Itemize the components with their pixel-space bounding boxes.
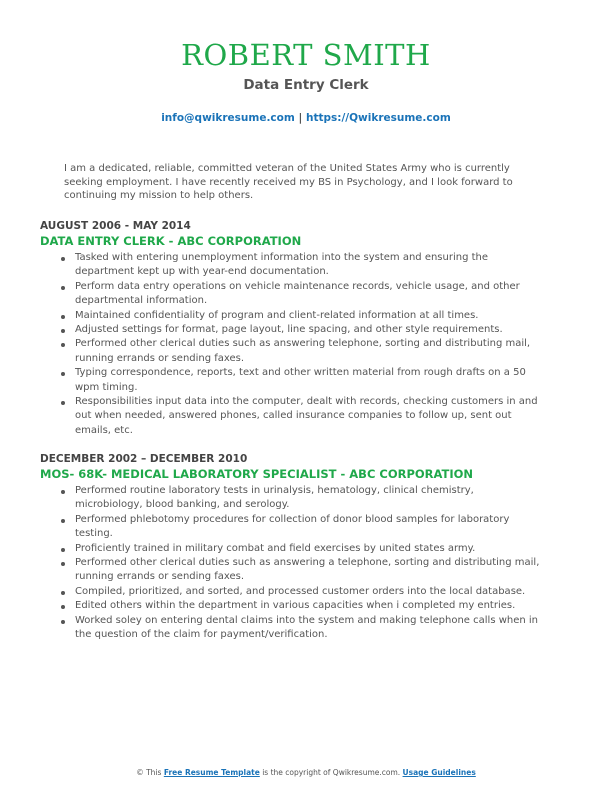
bullet-icon: [61, 548, 65, 552]
list-item: [61, 280, 540, 309]
list-item: [61, 337, 540, 366]
list-item: [61, 395, 540, 438]
email-link[interactable]: info@qwikresume.com: [161, 112, 295, 124]
job-bullet-list: [40, 251, 540, 438]
list-item: [61, 614, 540, 643]
bullet-icon: [61, 257, 65, 261]
bullet-icon: [61, 286, 65, 290]
list-item: [61, 251, 540, 280]
bullet-text: Responsibilities input data into the computer, dealt with records, checking customers in and out when needed, answered phones, called insurance companies to follow up, sent out emails, etc.: [75, 396, 538, 436]
job-role: DATA ENTRY CLERK - ABC CORPORATION: [40, 234, 302, 248]
bullet-icon: [61, 605, 65, 609]
candidate-name: ROBERT SMITH: [181, 38, 431, 72]
footer-prefix: © This: [136, 768, 164, 777]
bullet-text: Adjusted settings for format, page layout, line spacing, and other style requirements.: [75, 324, 503, 336]
usage-guidelines-link[interactable]: Usage Guidelines: [402, 768, 476, 777]
bullet-text: Edited others within the department in various capacities when i completed my entries.: [75, 600, 516, 612]
job-bullet-list: [40, 484, 540, 642]
bullet-text: Performed other clerical duties such as answering a telephone, sorting and distributing mail, running errands or sending faxes.: [75, 557, 540, 583]
bullet-icon: [61, 315, 65, 319]
list-item: [61, 556, 540, 585]
bullet-text: Compiled, prioritized, and sorted, and processed customer orders into the local database.: [75, 585, 526, 597]
bullet-text: Worked soley on entering dental claims into the system and making telephone calls when in the question of the claim for payment/verification.: [75, 614, 539, 641]
bullet-icon: [61, 329, 65, 333]
bullet-text: Typing correspondence, reports, text and other written material from rough drafts on a 50 wpm timing.: [75, 367, 526, 393]
contact-line: [0, 111, 612, 125]
list-item: [61, 585, 540, 599]
bullet-icon: [61, 591, 65, 595]
list-item: [61, 599, 540, 613]
job-dates: AUGUST 2006 - MAY 2014: [40, 220, 191, 232]
bullet-text: Performed phlebotomy procedures for collection of donor blood samples for laboratory testing.: [75, 513, 510, 540]
bullet-icon: [61, 490, 65, 494]
bullet-text: Maintained confidentiality of program and client-related information at all times.: [75, 309, 479, 321]
bullet-icon: [61, 372, 65, 376]
summary-paragraph: I am a dedicated, reliable, committed veteran of the United States Army who is currently seeking employment. I have recently received my BS in Psychology, and I look forward to continuing my mission to help others.: [64, 163, 513, 201]
list-item: [61, 366, 540, 395]
bullet-icon: [61, 562, 65, 566]
bullet-icon: [61, 401, 65, 405]
job-role: MOS- 68K- MEDICAL LABORATORY SPECIALIST - ABC CORPORATION: [40, 467, 474, 481]
bullet-icon: [61, 343, 65, 347]
bullet-text: Perform data entry operations on vehicle maintenance records, vehicle usage, and other departmental information.: [75, 280, 520, 307]
job-dates: DECEMBER 2002 – DECEMBER 2010: [40, 453, 248, 465]
experience-entry: [40, 220, 540, 438]
candidate-job-title: Data Entry Clerk: [243, 77, 369, 93]
experience-entry: [40, 453, 540, 642]
bullet-icon: [61, 620, 65, 624]
list-item: [61, 309, 540, 323]
website-link[interactable]: https://Qwikresume.com: [305, 112, 451, 124]
free-resume-template-link[interactable]: Free Resume Template: [163, 768, 260, 777]
list-item: [61, 542, 540, 556]
bullet-icon: [61, 519, 65, 523]
bullet-text: Performed routine laboratory tests in urinalysis, hematology, clinical chemistry, microbiology, blood banking, and serology.: [75, 485, 474, 511]
list-item: [61, 484, 540, 513]
bullet-text: Proficiently trained in military combat and field exercises by united states army.: [75, 542, 476, 554]
list-item: [61, 513, 540, 542]
footer-middle: is the copyright of Qwikresume.com.: [259, 768, 403, 777]
bullet-text: Tasked with entering unemployment information into the system and ensuring the department kept up with year-end documentation.: [75, 252, 489, 278]
contact-separator: |: [294, 112, 306, 124]
list-item: [61, 323, 540, 337]
copyright-footer: [0, 768, 612, 778]
bullet-text: Performed other clerical duties such as answering telephone, sorting and distributing mail, running errands or sending faxes.: [75, 338, 531, 364]
